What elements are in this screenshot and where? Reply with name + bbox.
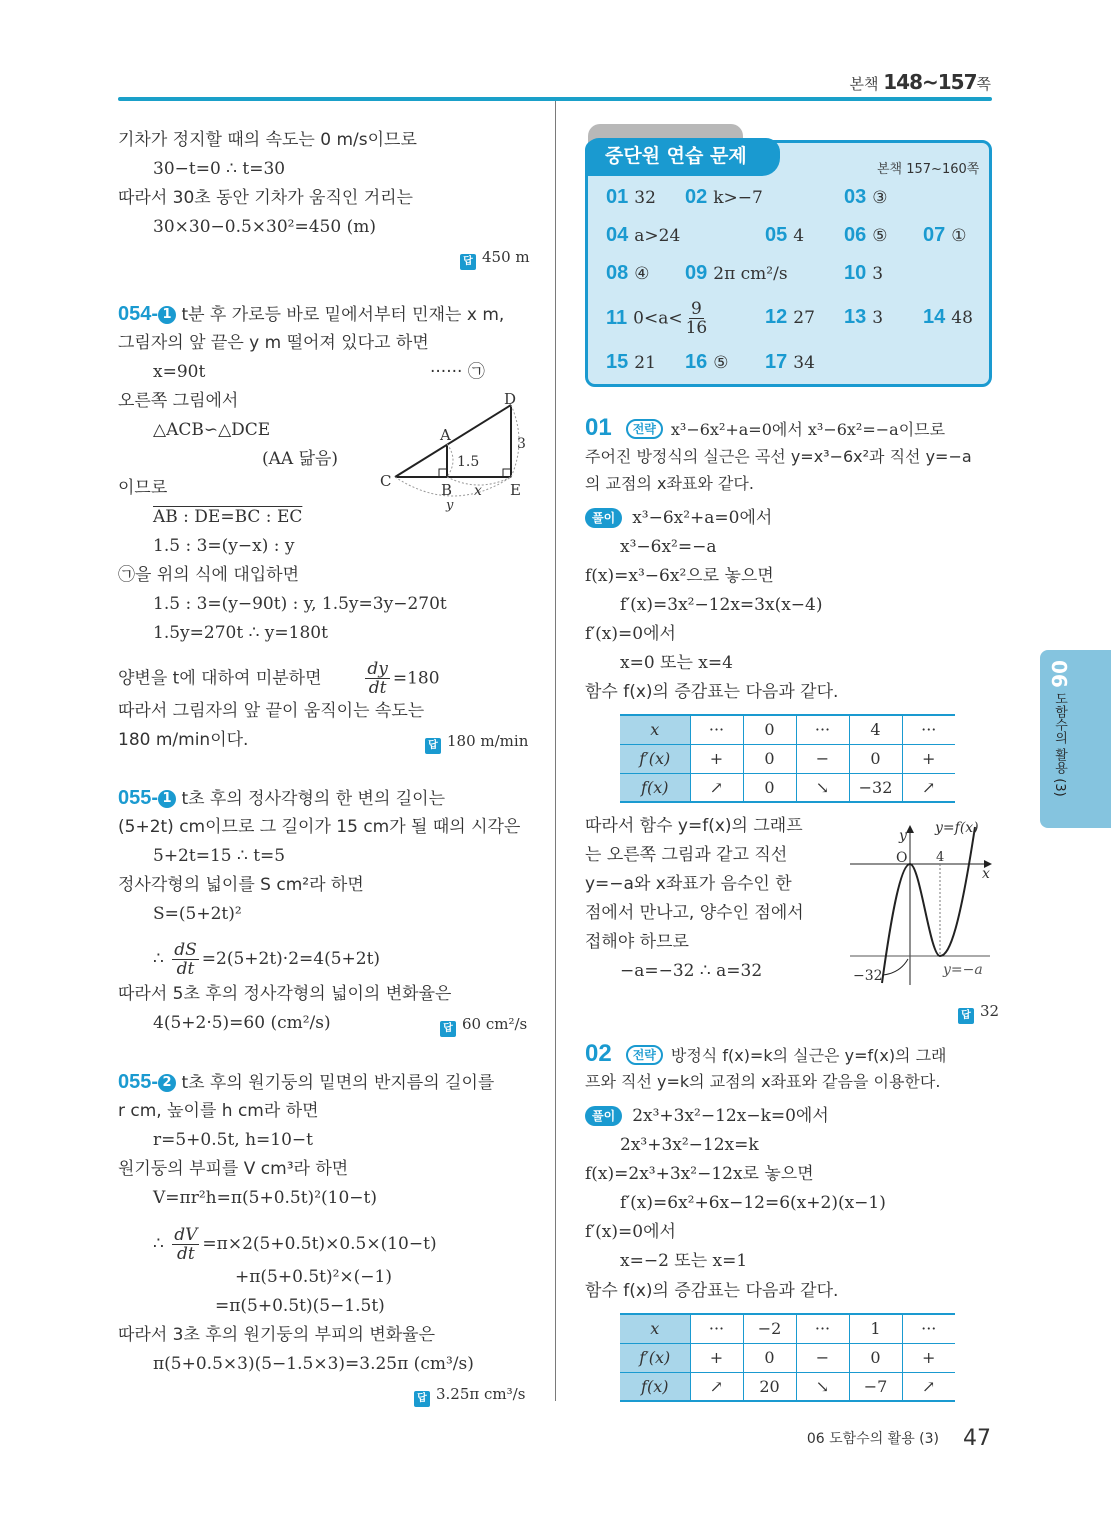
text-line: 그림자의 앞 끝은 y m 떨어져 있다고 하면 <box>118 333 429 353</box>
item-answer: 32 <box>634 188 656 208</box>
table-cell: ··· <box>796 715 849 744</box>
text: t초 후의 정사각형의 한 변의 길이는 <box>181 789 446 809</box>
math-line: 1.5 : 3=(y−90t) : y, 1.5y=3y−270t <box>153 594 447 614</box>
table-cell: 20 <box>743 1372 796 1401</box>
answer-badge: 답 <box>414 1391 430 1407</box>
item-number: 07 <box>923 224 946 246</box>
answer <box>440 1013 527 1037</box>
item-number: 17 <box>765 351 788 373</box>
text-line: 오른쪽 그림에서 <box>118 391 239 411</box>
line-label: y=−a <box>943 962 983 978</box>
numerator: 9 <box>691 299 702 319</box>
ref-suffix: 쪽 <box>976 75 991 93</box>
table-cell: 0 <box>849 744 902 773</box>
summary-item <box>765 224 804 247</box>
table-cell: ··· <box>902 715 955 744</box>
math-line: (AA 닮음) <box>262 449 339 469</box>
text-line: (5+2t) cm이므로 그 길이가 15 cm가 될 때의 시각은 <box>118 817 521 837</box>
table-cell: ↗ <box>690 773 743 802</box>
table-cell: + <box>690 744 743 773</box>
item-number: 11 <box>606 306 628 329</box>
length-ce: y <box>446 498 454 513</box>
table-row <box>620 1314 955 1343</box>
item-number: 08 <box>606 262 629 284</box>
item-number: 13 <box>844 306 867 328</box>
fraction <box>365 660 390 697</box>
page-footer <box>807 1426 991 1451</box>
table-row <box>620 1343 955 1372</box>
item-answer: 4 <box>793 226 805 246</box>
answer-badge: 답 <box>425 738 441 754</box>
table-cell: 0 <box>743 1343 796 1372</box>
math-line: =π(5+0.5t)(5−1.5t) <box>215 1296 385 1316</box>
table-cell: + <box>902 744 955 773</box>
answer <box>425 730 528 754</box>
problem-01-strategy <box>585 416 945 442</box>
answer-badge: 답 <box>440 1021 456 1037</box>
text: x³−6x²+a=0에서 <box>632 508 773 528</box>
summary-item <box>685 186 763 209</box>
table-cell: ↗ <box>902 1372 955 1401</box>
denominator: dt <box>176 959 195 979</box>
item-number: 06 <box>844 224 867 246</box>
table-cell: f(x) <box>620 773 690 802</box>
math-line: x=−2 또는 x=1 <box>620 1251 748 1271</box>
item-number: 05 <box>765 224 788 246</box>
math-line <box>118 941 380 978</box>
denominator: dt <box>176 1244 195 1264</box>
math-line: f(x)=x³−6x²으로 놓으면 <box>585 566 774 586</box>
table-row <box>620 715 955 744</box>
math-line: 1.5 : 3=(y−x) : y <box>153 536 295 556</box>
text-line: 따라서 5초 후의 정사각형의 넓이의 변화율은 <box>118 984 452 1004</box>
item-number: 09 <box>685 262 708 284</box>
increase-decrease-table-02 <box>620 1313 955 1402</box>
math-line: 30−t=0 ∴ t=30 <box>153 159 286 179</box>
fraction <box>172 1226 199 1263</box>
math-line: x=0 또는 x=4 <box>620 653 733 673</box>
answer-badge: 답 <box>958 1008 974 1024</box>
item-number: 12 <box>765 306 788 328</box>
item-number: 03 <box>844 186 867 208</box>
text-line: 따라서 함수 y=f(x)의 그래프 <box>585 816 803 836</box>
answer-badge: 답 <box>460 254 476 270</box>
point-label-c: C <box>380 472 392 490</box>
answer-value: 60 cm²/s <box>462 1015 528 1033</box>
summary-item <box>844 306 883 329</box>
y-tick-label: −32 <box>853 968 883 984</box>
denominator: dt <box>368 678 387 698</box>
answer <box>414 1383 525 1407</box>
equation-mark: ······ ㉠ <box>430 362 485 382</box>
summary-item <box>923 224 967 247</box>
math-line: f(x)=2x³+3x²−12x로 놓으면 <box>585 1164 814 1184</box>
summary-item <box>844 224 888 247</box>
table-cell: 1 <box>849 1314 902 1343</box>
item-answer: ④ <box>634 264 650 284</box>
rhs: =π×2(5+0.5t)×0.5×(10−t) <box>202 1234 437 1254</box>
summary-item <box>765 306 815 329</box>
table-cell: ··· <box>690 1314 743 1343</box>
length-ab: 1.5 <box>457 454 480 470</box>
table-cell: 4 <box>849 715 902 744</box>
fraction <box>686 300 708 337</box>
math-line: r=5+0.5t, h=10−t <box>153 1130 314 1150</box>
text: x³−6x²+a=0에서 x³−6x²=−a이므로 <box>670 420 946 439</box>
math-line: 2x³+3x²−12x=k <box>620 1135 759 1155</box>
math-line: V=πr²h=π(5+0.5t)²(10−t) <box>153 1188 377 1208</box>
text-line <box>118 660 440 697</box>
point-label-e: E <box>510 481 521 499</box>
item-answer: 48 <box>951 308 973 328</box>
item-answer: 3 <box>872 264 884 284</box>
summary-title: 중단원 연습 문제 <box>585 138 780 176</box>
table-cell: f′(x) <box>620 744 690 773</box>
item-answer: 0<a< <box>633 308 683 329</box>
table-cell: x <box>620 1314 690 1343</box>
math-line: 5+2t=15 ∴ t=5 <box>153 846 286 866</box>
table-cell: 0 <box>743 773 796 802</box>
strategy-badge: 전략 <box>626 1045 663 1065</box>
solution-line <box>585 506 772 530</box>
text-line: 기차가 정지할 때의 속도는 0 m/s이므로 <box>118 130 417 150</box>
summary-page-ref: 본책 157~160쪽 <box>877 162 980 177</box>
table-cell: + <box>902 1343 955 1372</box>
table-cell: −7 <box>849 1372 902 1401</box>
math-line: f′(x)=0에서 <box>585 624 676 644</box>
text-line: 따라서 그림자의 앞 끝이 움직이는 속도는 <box>118 701 425 721</box>
summary-item <box>606 351 656 374</box>
table-cell: −32 <box>849 773 902 802</box>
math-line: S=(5+2t)² <box>153 904 242 924</box>
increase-decrease-table-01 <box>620 714 955 803</box>
math-line: f′(x)=6x²+6x−12=6(x+2)(x−1) <box>620 1193 886 1213</box>
text-line: 함수 f(x)의 증감표는 다음과 같다. <box>585 1281 839 1301</box>
text: 양변을 t에 대하여 미분하면 <box>118 668 322 689</box>
problem-055-2-line <box>118 1070 494 1095</box>
item-number: 15 <box>606 351 629 373</box>
math-line: x=90t <box>153 362 206 382</box>
item-number: 16 <box>685 351 708 373</box>
problem-number: 02 <box>585 1040 612 1067</box>
text-line: 주어진 방정식의 실근은 곡선 y=x³−6x²과 직선 y=−a <box>585 447 972 466</box>
summary-item <box>685 262 788 285</box>
solution-line <box>585 1104 829 1128</box>
answer <box>460 246 530 270</box>
sub-number: 1 <box>158 306 176 324</box>
item-answer: 2π cm²/s <box>713 264 788 284</box>
text-line: 180 m/min이다. <box>118 730 249 750</box>
text-line: ㉠을 위의 식에 대입하면 <box>118 565 300 585</box>
text-line: r cm, 높이를 h cm라 하면 <box>118 1101 319 1121</box>
math-line: +π(5+0.5t)²×(−1) <box>235 1267 392 1287</box>
x-axis-label: x <box>982 866 990 882</box>
problem-055-1-line <box>118 786 445 811</box>
text: t분 후 가로등 바로 밑에서부터 민재는 x m, <box>181 305 505 325</box>
summary-item <box>606 300 710 337</box>
item-answer: 27 <box>793 308 815 328</box>
math-line: 1.5y=270t ∴ y=180t <box>153 623 328 643</box>
table-cell: − <box>796 744 849 773</box>
item-number: 01 <box>606 186 629 208</box>
math-line: 30×30−0.5×30²=450 (m) <box>153 217 376 237</box>
math-line: −a=−32 ∴ a=32 <box>620 961 763 981</box>
summary-item <box>606 224 680 247</box>
table-cell: − <box>796 1343 849 1372</box>
problem-number: 055- <box>118 1071 159 1093</box>
sub-number: 2 <box>158 1074 176 1092</box>
length-be: x <box>474 483 482 499</box>
item-answer: ⑤ <box>713 353 729 373</box>
numerator: dy <box>367 659 388 679</box>
chapter-number: 06 <box>1047 660 1071 688</box>
item-answer: ⑤ <box>872 226 888 246</box>
summary-item <box>606 262 650 285</box>
item-answer: ③ <box>872 188 888 208</box>
chapter-side-tab-label <box>1047 660 1071 797</box>
item-number: 02 <box>685 186 708 208</box>
fraction <box>172 941 199 978</box>
table-cell: ↘ <box>796 1372 849 1401</box>
page-reference <box>849 70 991 94</box>
answer-value: 180 m/min <box>447 732 529 750</box>
answer-value: 450 m <box>482 248 530 266</box>
text-line: 따라서 30초 동안 기차가 움직인 거리는 <box>118 188 413 208</box>
problem-number: 01 <box>585 414 612 441</box>
item-answer: k>−7 <box>713 188 763 208</box>
item-number: 14 <box>923 306 946 328</box>
table-cell: f′(x) <box>620 1343 690 1372</box>
item-number: 04 <box>606 224 629 246</box>
text-line: 는 오른쪽 그림과 같고 직선 <box>585 845 788 865</box>
page-number: 47 <box>963 1426 991 1451</box>
y-axis-label: y <box>899 828 907 844</box>
text-line: 접해야 하므로 <box>585 932 689 952</box>
numerator: dS <box>174 940 197 960</box>
chapter-title: 도함수의 활용 (3) <box>1052 691 1067 797</box>
therefore: ∴ <box>153 1234 164 1254</box>
point-label-d: D <box>504 390 517 408</box>
text-line: 점에서 만나고, 양수인 점에서 <box>585 903 804 923</box>
footer-chapter: 06 도함수의 활용 (3) <box>806 1431 939 1447</box>
sub-number: 1 <box>158 790 176 808</box>
table-cell: ↗ <box>690 1372 743 1401</box>
item-answer: a>24 <box>634 226 681 246</box>
text: 방정식 f(x)=k의 실근은 y=f(x)의 그래 <box>670 1046 947 1065</box>
table-cell: ··· <box>690 715 743 744</box>
text-line: 프와 직선 y=k의 교점의 x좌표와 같음을 이용한다. <box>585 1072 941 1091</box>
point-label-b: B <box>441 481 453 499</box>
table-cell: + <box>690 1343 743 1372</box>
text-line: 따라서 3초 후의 원기둥의 부피의 변화율은 <box>118 1325 436 1345</box>
problem-02-strategy <box>585 1042 947 1068</box>
point-label-a: A <box>440 426 451 444</box>
text-line: 원기둥의 부피를 V cm³라 하면 <box>118 1159 349 1179</box>
summary-item <box>606 186 656 209</box>
table-cell: 0 <box>743 715 796 744</box>
summary-item <box>923 306 973 329</box>
denominator: 16 <box>685 318 708 338</box>
text: 2x³+3x²−12x−k=0에서 <box>632 1106 829 1126</box>
answer-value: 3.25π cm³/s <box>436 1385 526 1403</box>
strategy-badge: 전략 <box>626 419 663 439</box>
table-row <box>620 1372 955 1401</box>
table-cell: ↘ <box>796 773 849 802</box>
table-row <box>620 744 955 773</box>
x-tick-label: 4 <box>936 850 945 865</box>
answer-value: 32 <box>980 1002 1000 1020</box>
length-de: 3 <box>517 436 526 452</box>
text: t초 후의 원기둥의 밑면의 반지름의 길이를 <box>181 1073 495 1093</box>
origin-label: O <box>896 850 908 866</box>
math-line: f′(x)=0에서 <box>585 1222 676 1242</box>
table-cell: f(x) <box>620 1372 690 1401</box>
math-line: x³−6x²=−a <box>620 537 717 557</box>
summary-item <box>765 351 815 374</box>
problem-054-1-line <box>118 302 504 327</box>
rhs: =2(5+2t)·2=4(5+2t) <box>201 949 381 969</box>
math-line: π(5+0.5×3)(5−1.5×3)=3.25π (cm³/s) <box>153 1354 474 1374</box>
therefore: ∴ <box>153 949 164 969</box>
table-cell: 0 <box>743 744 796 773</box>
text-line: 함수 f(x)의 증감표는 다음과 같다. <box>585 682 839 702</box>
table-cell: ··· <box>902 1314 955 1343</box>
item-answer: ① <box>951 226 967 246</box>
item-answer: 34 <box>793 353 815 373</box>
ref-prefix: 본책 <box>849 75 879 93</box>
solution-badge: 풀이 <box>585 1106 622 1126</box>
problem-number: 054- <box>118 303 159 325</box>
table-cell: x <box>620 715 690 744</box>
math-line: f′(x)=3x²−12x=3x(x−4) <box>620 595 823 615</box>
text-line: 이므로 <box>118 478 168 498</box>
item-number: 10 <box>844 262 867 284</box>
text-line: 정사각형의 넓이를 S cm²라 하면 <box>118 875 364 895</box>
text-line: y=−a와 x좌표가 음수인 한 <box>585 874 792 894</box>
answer <box>958 1000 999 1024</box>
table-row <box>620 773 955 802</box>
item-answer: 3 <box>872 308 884 328</box>
math-line: 4(5+2·5)=60 (cm²/s) <box>153 1013 331 1033</box>
math-line <box>118 1226 437 1263</box>
column-divider <box>555 101 556 1401</box>
rhs: =180 <box>392 668 440 689</box>
numerator: dV <box>174 1225 198 1245</box>
table-cell: 0 <box>849 1343 902 1372</box>
summary-item <box>844 186 888 209</box>
problem-number: 055- <box>118 787 159 809</box>
summary-item <box>844 262 883 285</box>
solution-badge: 풀이 <box>585 508 622 528</box>
math-line: AB : DE=BC : EC <box>153 507 303 527</box>
table-cell: −2 <box>743 1314 796 1343</box>
math-line: △ACB∽△DCE <box>153 420 271 440</box>
table-cell: ··· <box>796 1314 849 1343</box>
ref-pages: 148~157 <box>883 70 977 94</box>
table-cell: ↗ <box>902 773 955 802</box>
text-line: 의 교점의 x좌표와 같다. <box>585 474 754 493</box>
summary-item <box>685 351 729 374</box>
item-answer: 21 <box>634 353 656 373</box>
curve-label: y=f(x) <box>935 820 979 836</box>
